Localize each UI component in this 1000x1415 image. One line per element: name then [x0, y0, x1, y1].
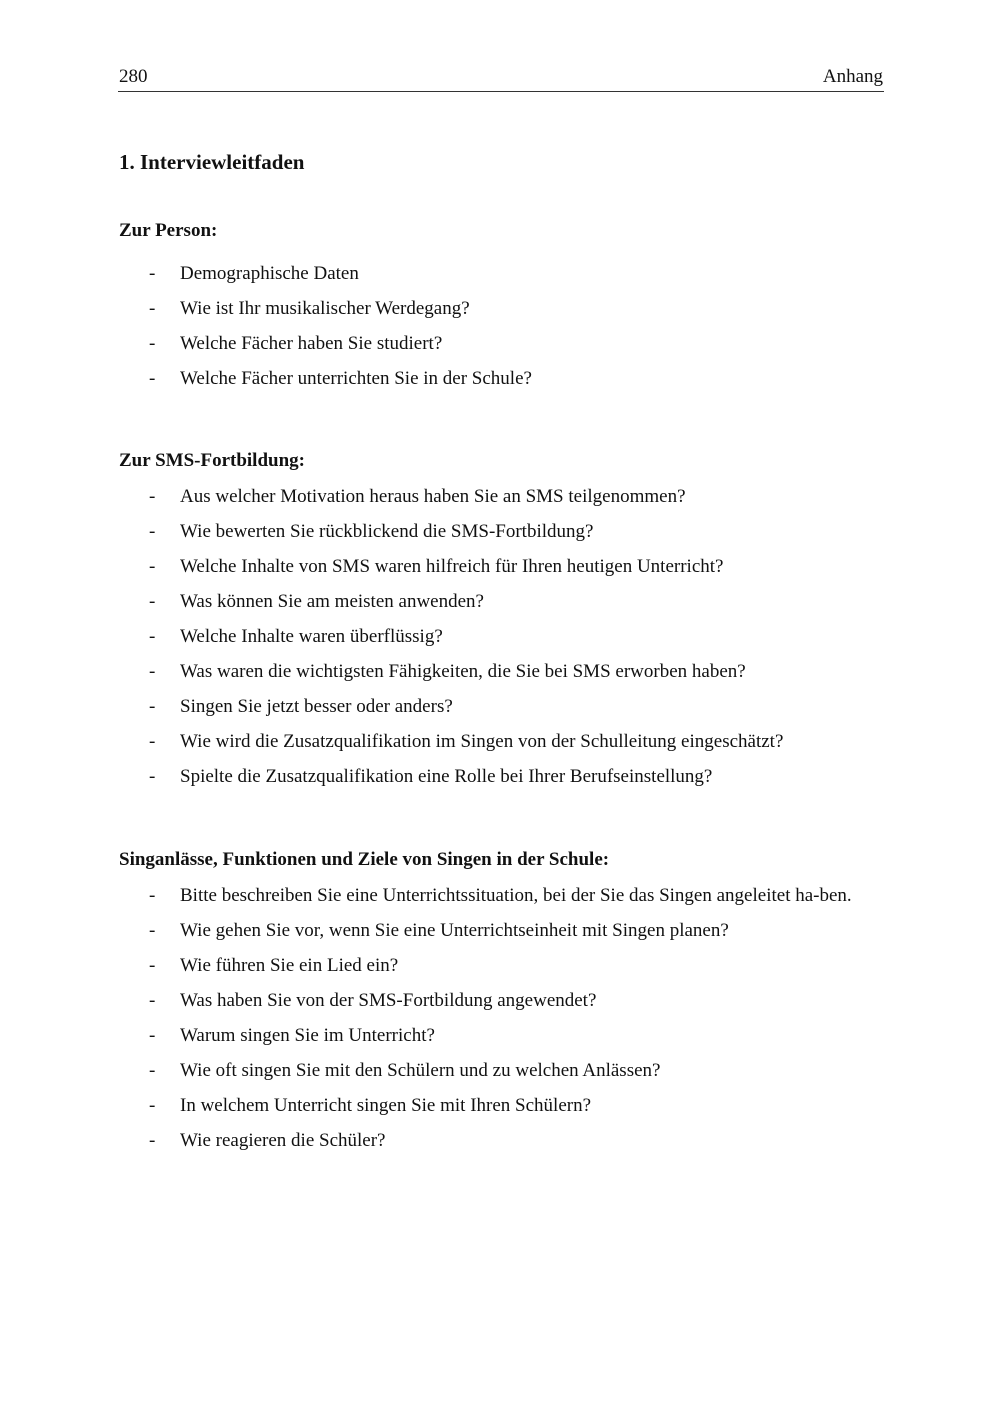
list-item: - In welchem Unterricht singen Sie mit Ihren Schülern?: [149, 1095, 592, 1116]
page-header: [118, 64, 884, 92]
list-item: - Was waren die wichtigsten Fähigkeiten, die Sie bei SMS erworben haben?: [149, 661, 746, 682]
list-item: - Wie oft singen Sie mit den Schülern und zu welchen Anlässen?: [149, 1060, 661, 1081]
list-item: - Was haben Sie von der SMS-Fortbildung angewendet?: [149, 990, 597, 1011]
page-number: 280: [119, 66, 148, 87]
section-title-person: Zur Person:: [119, 220, 218, 241]
section-title-singanlaesse: Singanlässe, Funktionen und Ziele von Singen in der Schule:: [119, 849, 610, 870]
list-item: - Wie wird die Zusatzqualifikation im Singen von der Schulleitung eingeschätzt?: [149, 731, 784, 752]
chapter-title: 1. Interviewleitfaden: [119, 150, 305, 174]
list-item: - Warum singen Sie im Unterricht?: [149, 1025, 435, 1046]
list-item: - Spielte die Zusatzqualifikation eine Rolle bei Ihrer Berufseinstellung?: [149, 766, 713, 787]
list-item: - Wie führen Sie ein Lied ein?: [149, 955, 399, 976]
list-item: - Demographische Daten: [149, 263, 359, 284]
list-item: - Aus welcher Motivation heraus haben Sie an SMS teilgenommen?: [149, 486, 686, 507]
question-list-singanlaesse: [0, 878, 860, 1158]
section-title-sms-fortbildung: Zur SMS-Fortbildung:: [119, 450, 305, 471]
question-list-sms-fortbildung: [0, 479, 860, 794]
list-item: - Wie gehen Sie vor, wenn Sie eine Unterrichtseinheit mit Singen planen?: [149, 920, 729, 941]
section-label: Anhang: [822, 66, 883, 87]
list-item: - Bitte beschreiben Sie eine Unterrichtssituation, bei der Sie das Singen angeleitet ha-ben.: [149, 885, 852, 906]
list-item: - Singen Sie jetzt besser oder anders?: [149, 696, 453, 717]
question-list-person: [0, 256, 860, 396]
list-item: - Welche Fächer unterrichten Sie in der Schule?: [149, 368, 532, 389]
list-item: - Wie ist Ihr musikalischer Werdegang?: [149, 298, 470, 319]
list-item: - Was können Sie am meisten anwenden?: [149, 591, 484, 612]
list-item: - Welche Inhalte waren überflüssig?: [149, 626, 443, 647]
list-item: - Wie bewerten Sie rückblickend die SMS-Fortbildung?: [149, 521, 594, 542]
list-item: - Welche Inhalte von SMS waren hilfreich für Ihren heutigen Unterricht?: [149, 556, 724, 577]
list-item: - Welche Fächer haben Sie studiert?: [149, 333, 443, 354]
list-item: - Wie reagieren die Schüler?: [149, 1130, 386, 1151]
